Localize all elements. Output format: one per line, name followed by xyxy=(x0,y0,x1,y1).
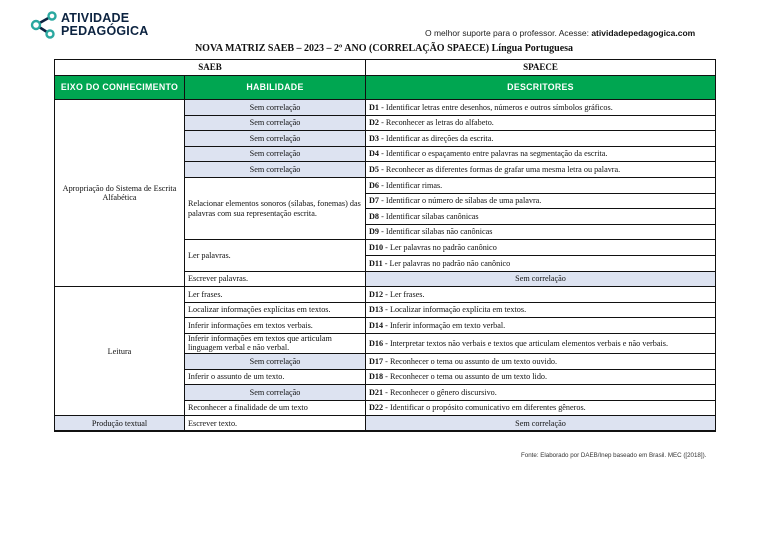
eixo-cell: Produção textual xyxy=(55,416,185,432)
logo-line-1: ATIVIDADE xyxy=(61,11,130,25)
connection-nodes-icon xyxy=(30,11,58,39)
habilidade-cell: Ler frases. xyxy=(185,287,366,303)
title-main: NOVA MATRIZ SAEB – 2023 – 2º ANO (CORRELAÇÃO SPAECE) xyxy=(194,43,490,54)
descritor-code: D6 xyxy=(369,180,380,190)
descritor-cell xyxy=(366,385,716,401)
descritor-code: D16 xyxy=(369,338,384,348)
descritor-code: D10 xyxy=(369,242,384,252)
descritor-text: - Reconhecer o tema ou assunto de um texto ouvido. xyxy=(383,356,558,366)
habilidade-cell: Sem correlação xyxy=(185,385,366,401)
page-title xyxy=(0,43,768,54)
descritor-code: D14 xyxy=(369,320,384,330)
descritor-cell xyxy=(366,193,716,209)
habilidade-cell: Inferir informações em textos que articulam linguagem verbal e não verbal. xyxy=(185,333,366,353)
habilidade-cell: Ler palavras. xyxy=(185,240,366,271)
habilidade-cell: Inferir o assunto de um texto. xyxy=(185,369,366,385)
logo xyxy=(30,9,170,41)
habilidade-cell: Sem correlação xyxy=(185,162,366,178)
source-note: Fonte: Elaborado por DAEB/Inep baseado em Brasil. MEC ([2018]). xyxy=(521,452,707,459)
tagline xyxy=(425,28,695,38)
descritor-cell xyxy=(366,255,716,271)
descritor-code: D17 xyxy=(369,356,384,366)
descritor-text: - Interpretar textos não verbais e textos que articulam elementos verbais e não verbais. xyxy=(383,338,668,348)
habilidade-cell: Localizar informações explícitas em textos. xyxy=(185,302,366,318)
col-descritores: DESCRITORES xyxy=(366,76,716,100)
descritor-text: - Inferir informação em texto verbal. xyxy=(383,320,506,330)
descritor-code: D1 xyxy=(369,102,380,112)
habilidade-cell: Reconhecer a finalidade de um texto xyxy=(185,400,366,416)
descritor-cell: Sem correlação xyxy=(366,416,716,432)
descritor-code: D4 xyxy=(369,149,380,159)
group-spaece: SPAECE xyxy=(366,60,716,76)
descritor-text: - Identificar sílabas não canônicas xyxy=(379,227,493,237)
descritor-text: - Identificar o número de sílabas de uma palavra. xyxy=(379,196,542,206)
descritor-text: - Localizar informação explícita em textos. xyxy=(383,305,527,315)
descritor-code: D13 xyxy=(369,305,384,315)
descritor-text: - Identificar o espaçamento entre palavras na segmentação da escrita. xyxy=(379,149,608,159)
title-subject: Língua Portuguesa xyxy=(491,43,574,54)
descritor-cell xyxy=(366,369,716,385)
descritor-text: - Reconhecer o tema ou assunto de um texto lido. xyxy=(383,372,548,382)
habilidade-cell: Sem correlação xyxy=(185,146,366,162)
habilidade-cell: Sem correlação xyxy=(185,353,366,369)
descritor-cell xyxy=(366,224,716,240)
descritor-text: - Reconhecer as letras do alfabeto. xyxy=(379,118,494,128)
group-saeb: SAEB xyxy=(55,60,366,76)
descritor-cell xyxy=(366,115,716,131)
descritor-code: D7 xyxy=(369,196,380,206)
habilidade-cell: Inferir informações em textos verbais. xyxy=(185,318,366,334)
descritor-code: D2 xyxy=(369,118,380,128)
descritor-text: - Reconhecer as diferentes formas de grafar uma mesma letra ou palavra. xyxy=(379,164,621,174)
col-habilidade: HABILIDADE xyxy=(185,76,366,100)
group-header-row xyxy=(55,60,716,76)
descritor-code: D3 xyxy=(369,133,380,143)
descritor-cell xyxy=(366,287,716,303)
descritor-cell xyxy=(366,333,716,353)
descritor-code: D8 xyxy=(369,211,380,221)
habilidade-cell: Relacionar elementos sonoros (sílabas, fonemas) das palavras com sua representação escrita. xyxy=(185,177,366,239)
descritor-text: - Ler palavras no padrão não canônico xyxy=(382,258,511,268)
descritor-text: - Ler palavras no padrão canônico xyxy=(383,242,497,252)
descritor-cell xyxy=(366,400,716,416)
descritor-text: - Identificar sílabas canônicas xyxy=(379,211,479,221)
descritor-cell xyxy=(366,146,716,162)
table-row xyxy=(55,416,716,432)
descritor-text: - Identificar as direções da escrita. xyxy=(379,133,494,143)
descritor-text: - Identificar rimas. xyxy=(379,180,443,190)
eixo-cell: Apropriação do Sistema de Escrita Alfabética xyxy=(55,100,185,287)
descritor-cell xyxy=(366,177,716,193)
descritor-text: - Ler frases. xyxy=(383,289,425,299)
descritor-code: D9 xyxy=(369,227,380,237)
habilidade-cell: Sem correlação xyxy=(185,115,366,131)
descritor-code: D18 xyxy=(369,372,384,382)
habilidade-cell: Escrever palavras. xyxy=(185,271,366,287)
table-row xyxy=(55,287,716,303)
descritor-cell xyxy=(366,318,716,334)
descritor-code: D11 xyxy=(369,258,383,268)
descritor-cell xyxy=(366,302,716,318)
tagline-text: O melhor suporte para o professor. Acesse: xyxy=(425,28,592,38)
eixo-cell: Leitura xyxy=(55,287,185,416)
habilidade-cell: Sem correlação xyxy=(185,100,366,116)
habilidade-cell: Sem correlação xyxy=(185,131,366,147)
descritor-cell xyxy=(366,100,716,116)
descritor-code: D12 xyxy=(369,289,384,299)
descritor-text: - Identificar o propósito comunicativo em diferentes gêneros. xyxy=(383,403,586,413)
column-header-row xyxy=(55,76,716,100)
site-link[interactable]: atividadepedagogica.com xyxy=(591,28,696,38)
descritor-text: - Identificar letras entre desenhos, números e outros símbolos gráficos. xyxy=(379,102,613,112)
col-eixo: EIXO DO CONHECIMENTO xyxy=(55,76,185,100)
descritor-cell xyxy=(366,162,716,178)
descritor-cell xyxy=(366,131,716,147)
habilidade-cell: Escrever texto. xyxy=(185,416,366,432)
descritor-cell xyxy=(366,240,716,256)
descritor-cell xyxy=(366,353,716,369)
descritor-cell xyxy=(366,209,716,225)
correlation-table xyxy=(54,59,716,432)
descritor-text: - Reconhecer o gênero discursivo. xyxy=(383,387,497,397)
table-row xyxy=(55,100,716,116)
descritor-code: D22 xyxy=(369,403,384,413)
descritor-cell: Sem correlação xyxy=(366,271,716,287)
descritor-code: D5 xyxy=(369,164,380,174)
logo-line-2: PEDAGÓGICA xyxy=(61,24,149,38)
descritor-code: D21 xyxy=(369,387,384,397)
